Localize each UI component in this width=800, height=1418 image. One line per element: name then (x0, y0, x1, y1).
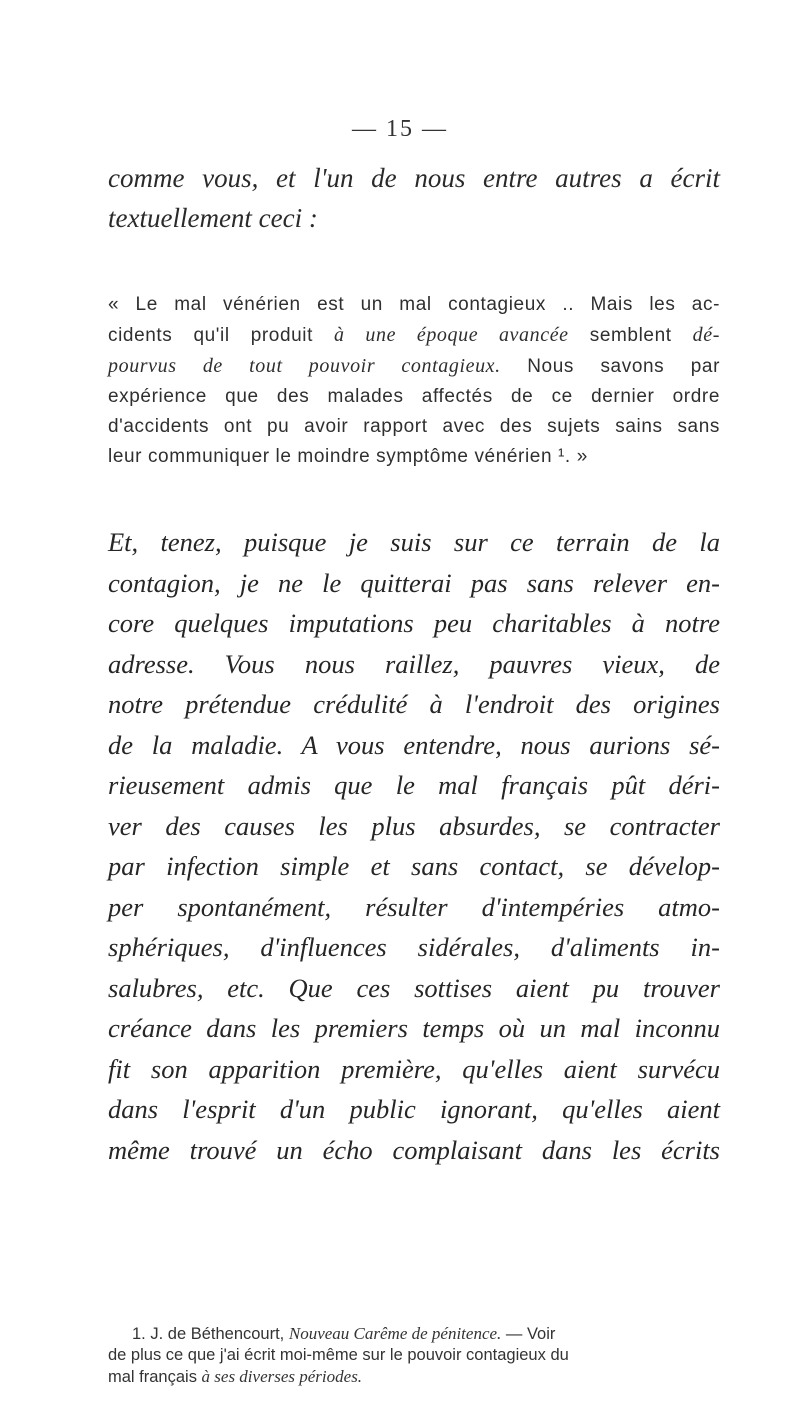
main-line: Et, tenez, puisque je suis sur ce terrain de la (108, 527, 720, 557)
main-line: contagion, je ne le quitterai pas sans relever en- (108, 567, 720, 598)
main-line: ver des causes les plus absurdes, se contracter (108, 810, 720, 841)
quote-italic-text: à une époque avancée (334, 324, 569, 346)
quote-text: Nous savons par (500, 356, 720, 377)
quote-text: semblent (568, 325, 693, 346)
main-line: adresse. Vous nous raillez, pauvres vieux, de (108, 648, 720, 679)
intro-line: comme vous, et l'un de nous entre autres a écrit (108, 163, 720, 193)
main-line: par infection simple et sans contact, se dévelop- (108, 851, 720, 881)
footnote-line (108, 1366, 720, 1388)
footnote-line (108, 1323, 720, 1345)
intro-paragraph (108, 158, 720, 238)
quote-italic-text: dé- (692, 324, 720, 346)
footnote (108, 1323, 720, 1388)
page-number: — 15 — (352, 116, 448, 142)
quote-line (108, 351, 720, 382)
footnote-italic-text: Nouveau Carême de pénitence. (288, 1324, 502, 1343)
main-line: notre prétendue crédulité à l'endroit des origines (108, 689, 720, 719)
main-line: dans l'esprit d'un public ignorant, qu'elles aient (108, 1094, 720, 1124)
main-line: salubres, etc. Que ces sottises aient pu trouver (108, 972, 720, 1003)
quote-italic-text: pourvus de tout pouvoir contagieux. (108, 355, 501, 377)
main-line: sphériques, d'influences sidérales, d'aliments in- (108, 932, 720, 962)
quote-line: « Le mal vénérien est un mal contagieux .. Mais les ac- (108, 294, 720, 315)
footnote-text: — Voir (501, 1325, 556, 1343)
quote-line (108, 320, 720, 351)
main-line: créance dans les premiers temps où un mal inconnu (108, 1013, 720, 1043)
quote-text: cidents qu'il produit (108, 325, 335, 346)
main-paragraph (108, 522, 720, 1170)
main-line: rieusement admis que le mal français pût déri- (108, 770, 720, 800)
main-line: core quelques imputations peu charitables à notre (108, 608, 720, 638)
quotation-block (108, 290, 720, 472)
quote-line: leur communiquer le moindre symptôme vénérien ¹. » (108, 446, 588, 467)
main-line: de la maladie. A vous entendre, nous aurions sé- (108, 729, 720, 760)
intro-line: textuellement ceci : (108, 203, 318, 233)
footnote-text: 1. J. de Béthencourt, (132, 1325, 289, 1343)
main-line: fit son apparition première, qu'elles aient survécu (108, 1053, 720, 1084)
footnote-italic-text: à ses diverses périodes. (201, 1367, 363, 1386)
quote-line: d'accidents ont pu avoir rapport avec des sujets sains sans (108, 416, 720, 437)
quote-line: expérience que des malades affectés de ce dernier ordre (108, 386, 720, 407)
footnote-text: mal français (108, 1368, 202, 1386)
main-line: même trouvé un écho complaisant dans les écrits (108, 1134, 720, 1165)
main-line: per spontanément, résulter d'intempéries atmo- (108, 891, 720, 922)
footnote-line: de plus ce que j'ai écrit moi-même sur le pouvoir contagieux du (108, 1346, 569, 1364)
